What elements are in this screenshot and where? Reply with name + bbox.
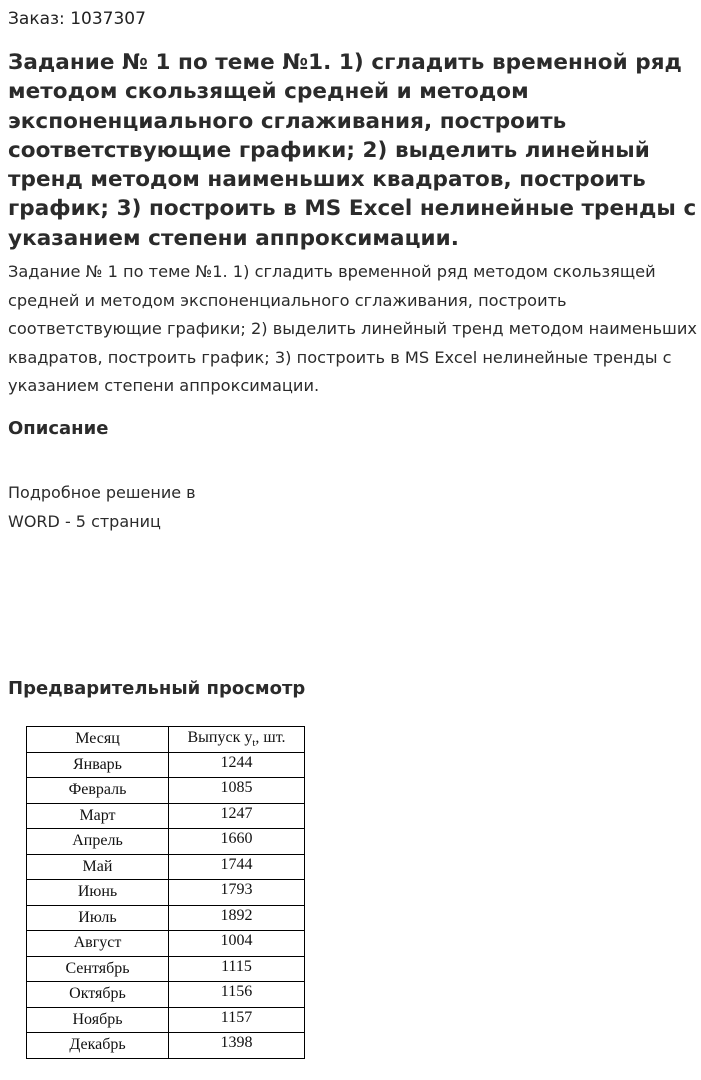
month-cell: Декабрь <box>27 1033 169 1059</box>
month-cell: Август <box>27 931 169 957</box>
output-header-prefix: Выпуск y <box>187 728 253 746</box>
preview-image <box>26 726 305 1059</box>
output-cell: 1247 <box>169 803 305 829</box>
output-header-suffix: , шт. <box>255 728 286 746</box>
output-cell: 1744 <box>169 854 305 880</box>
table-body <box>27 752 305 1058</box>
month-cell: Январь <box>27 752 169 778</box>
output-cell: 1892 <box>169 905 305 931</box>
output-header-subscript: t <box>252 736 256 749</box>
description-heading: Описание <box>8 418 109 439</box>
output-cell: 1004 <box>169 931 305 957</box>
month-cell: Ноябрь <box>27 1007 169 1033</box>
table-row <box>27 880 305 906</box>
output-table <box>26 726 305 1059</box>
table-row <box>27 803 305 829</box>
month-cell: Октябрь <box>27 982 169 1008</box>
table-row <box>27 1007 305 1033</box>
output-cell: 1793 <box>169 880 305 906</box>
output-cell: 1398 <box>169 1033 305 1059</box>
table-row <box>27 829 305 855</box>
output-column-header <box>169 727 305 753</box>
output-cell: 1157 <box>169 1007 305 1033</box>
output-cell: 1085 <box>169 778 305 804</box>
month-cell: Март <box>27 803 169 829</box>
month-cell: Апрель <box>27 829 169 855</box>
table-row <box>27 778 305 804</box>
order-label: Заказ: <box>8 9 65 29</box>
table-row <box>27 905 305 931</box>
output-cell: 1115 <box>169 956 305 982</box>
output-cell: 1156 <box>169 982 305 1008</box>
table-row <box>27 956 305 982</box>
table-header-row <box>27 727 305 753</box>
preview-heading: Предварительный просмотр <box>8 678 306 699</box>
task-title: Задание № 1 по теме №1. 1) сгладить временной ряд методом скользящей средней и методом экспоненциального сглаживания, построить соответствующие графики; 2) выделить линейный тренд методом наименьших квадратов, построить график; 3) построить в MS Excel нелинейные тренды с указанием степени аппроксимации. <box>8 50 697 251</box>
task-body: Задание № 1 по теме №1. 1) сгладить временной ряд методом скользящей средней и методом экспоненциального сглаживания, построить соответствующие графики; 2) выделить линейный тренд методом наименьших квадратов, построить график; 3) построить в MS Excel нелинейные тренды с указанием степени аппроксимации. <box>8 262 697 396</box>
output-cell: 1660 <box>169 829 305 855</box>
month-column-header: Месяц <box>27 727 169 753</box>
table-row <box>27 982 305 1008</box>
description-text: Подробное решение в WORD - 5 страниц <box>8 483 196 531</box>
month-cell: Февраль <box>27 778 169 804</box>
table-row <box>27 752 305 778</box>
order-number <box>8 9 146 29</box>
output-cell: 1244 <box>169 752 305 778</box>
month-cell: Июль <box>27 905 169 931</box>
month-cell: Сентябрь <box>27 956 169 982</box>
month-cell: Июнь <box>27 880 169 906</box>
month-cell: Май <box>27 854 169 880</box>
table-row <box>27 854 305 880</box>
table-row <box>27 1033 305 1059</box>
table-row <box>27 931 305 957</box>
order-value: 1037307 <box>70 9 146 29</box>
